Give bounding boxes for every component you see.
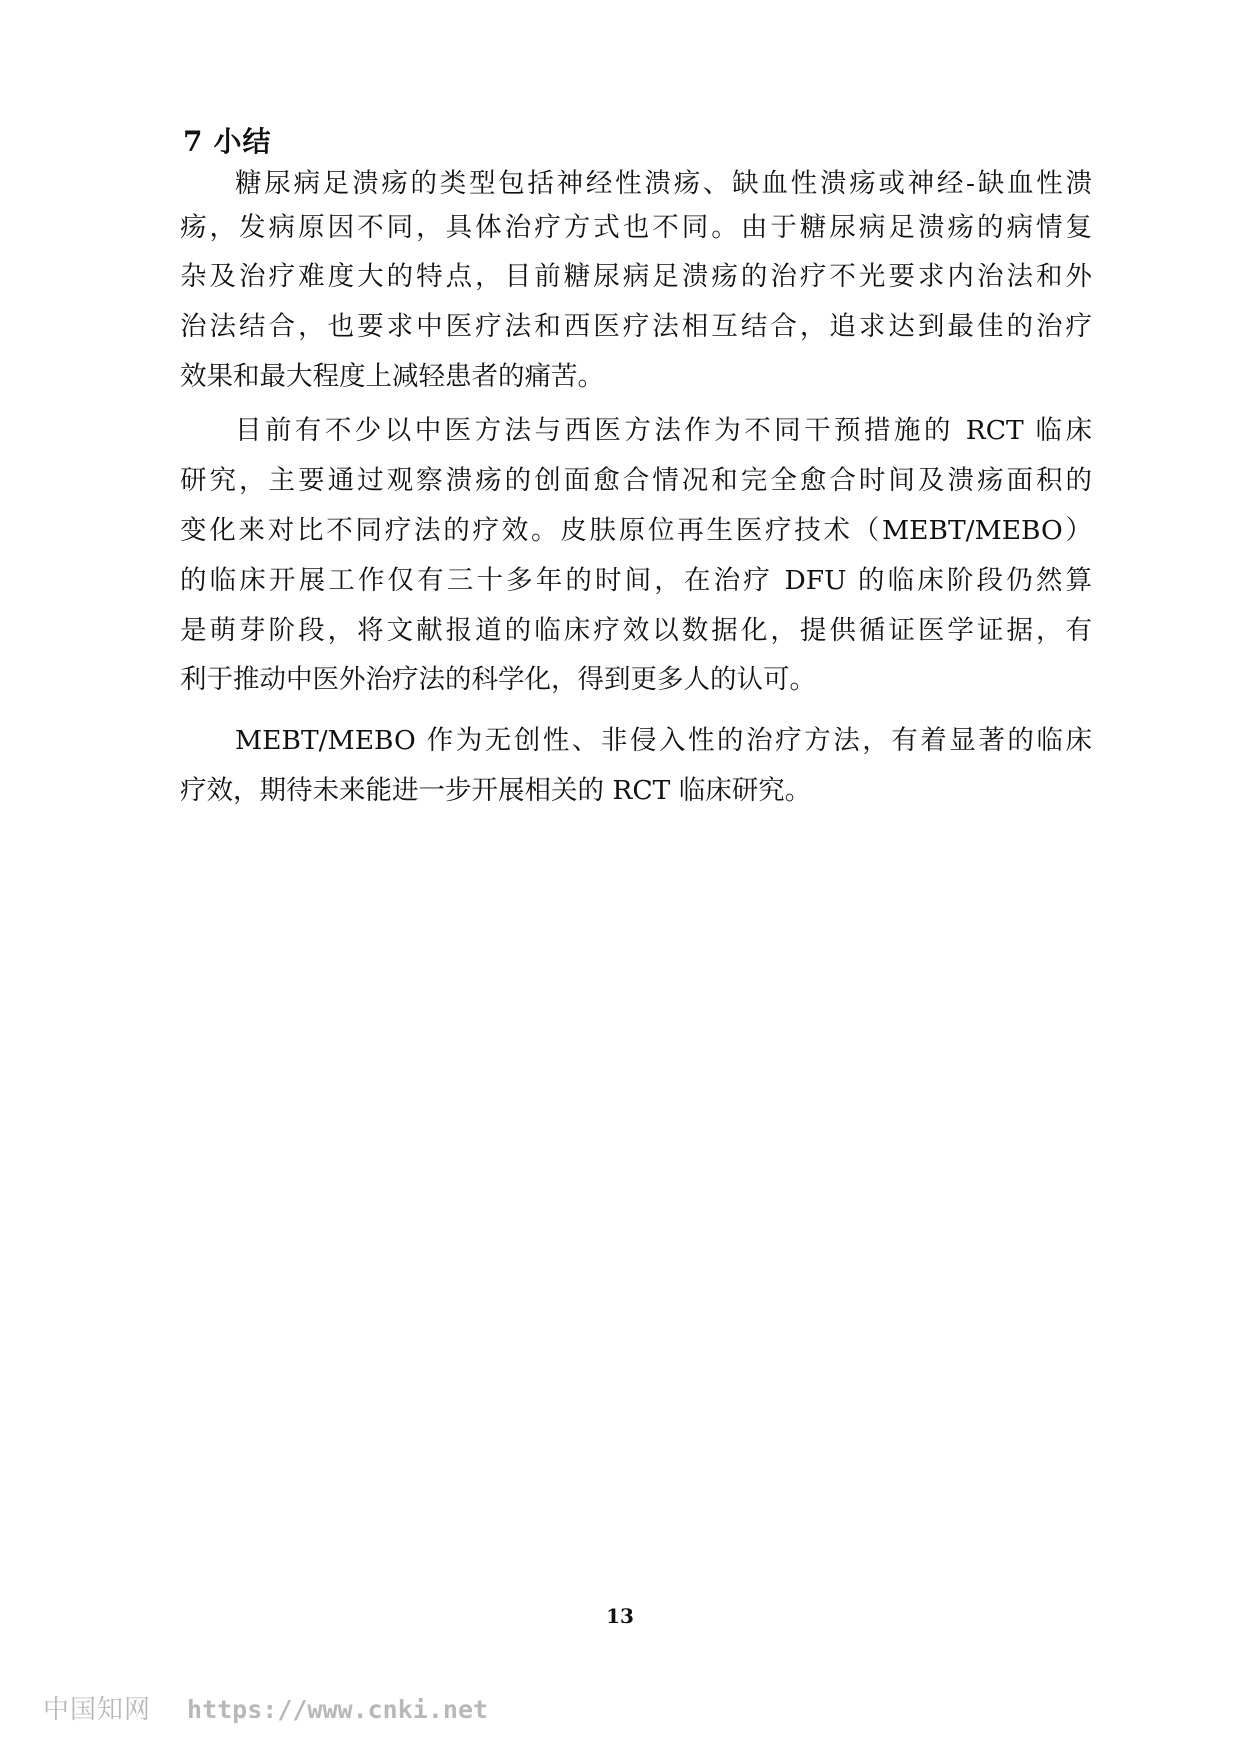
- paragraph-line: 杂及治疗难度大的特点，目前糖尿病足溃疡的治疗不光要求内治法和外: [180, 261, 1092, 292]
- section-heading: [183, 122, 272, 162]
- paragraph-line: 治法结合，也要求中医疗法和西医疗法相互结合，追求达到最佳的治疗: [180, 311, 1092, 342]
- section-title: 小结: [213, 125, 272, 158]
- paragraph-line: 疡，发病原因不同，具体治疗方式也不同。由于糖尿病足溃疡的病情复: [180, 212, 1092, 243]
- watermark-url: https://www.cnki.net: [187, 1695, 489, 1724]
- paragraph-line: 疗效，期待未来能进一步开展相关的 RCT 临床研究。: [180, 775, 812, 806]
- watermark: [43, 1695, 488, 1725]
- watermark-name: 中国知网: [43, 1695, 152, 1725]
- section-number: 7: [183, 125, 204, 158]
- paragraph-line: 糖尿病足溃疡的类型包括神经性溃疡、缺血性溃疡或神经-缺血性溃: [235, 168, 1092, 199]
- paragraph-line: 效果和最大程度上减轻患者的痛苦。: [180, 361, 604, 392]
- paragraph-line: 目前有不少以中医方法与西医方法作为不同干预措施的 RCT 临床: [235, 415, 1092, 446]
- paragraph-line: 变化来对比不同疗法的疗效。皮肤原位再生医疗技术（MEBT/MEBO）: [180, 515, 1092, 546]
- page-number: 13: [606, 1604, 634, 1628]
- paragraph-line: 的临床开展工作仅有三十多年的时间，在治疗 DFU 的临床阶段仍然算: [180, 565, 1092, 596]
- paragraph-line: MEBT/MEBO 作为无创性、非侵入性的治疗方法，有着显著的临床: [235, 725, 1092, 756]
- paragraph-line: 是萌芽阶段，将文献报道的临床疗效以数据化，提供循证医学证据，有: [180, 615, 1092, 646]
- paragraph-line: 研究，主要通过观察溃疡的创面愈合情况和完全愈合时间及溃疡面积的: [180, 465, 1092, 496]
- paragraph-line: 利于推动中医外治疗法的科学化，得到更多人的认可。: [180, 664, 816, 695]
